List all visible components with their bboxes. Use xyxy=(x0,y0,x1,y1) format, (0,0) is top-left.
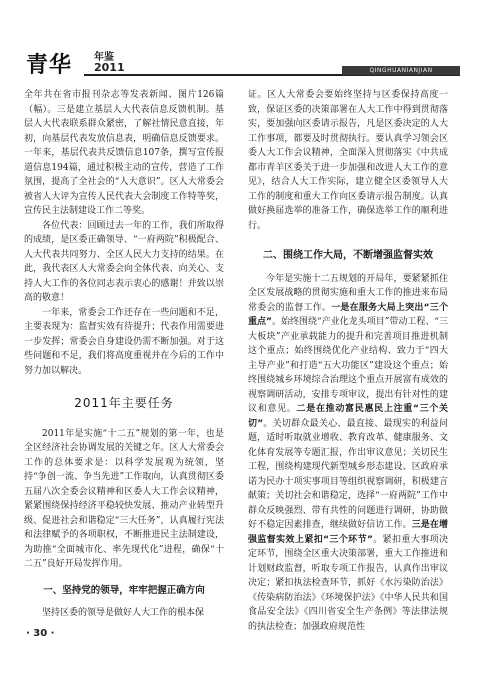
left-column xyxy=(24,88,224,621)
subsection-heading: 二、围绕工作大局，不断增强监督实效 xyxy=(263,250,433,261)
paragraph-text: 今年是实施十二五规划的开局年，要紧紧抓住全区发展战略的贯彻实施和重大工作的推进来布局常委会的监督工作。 xyxy=(248,273,448,313)
paragraph xyxy=(248,272,448,635)
logo-title: 青华 xyxy=(26,52,73,78)
logo-subtitle: 年鉴 xyxy=(94,52,114,63)
page-header xyxy=(26,46,460,78)
paragraph: 2011年是实施“十二五”规划的第一年，也是全区经济社会协调发展的关键之年。区人大常委会工作的总体要求是：以科学发展观为统领，坚持“争创一流、争当先进”工作取向，认真贯彻区委五届八次全委会议精神和区委人大工作会议精神，紧紧围绕保持经济平稳较快发展、推动产业转型升级、促进社会和谐稳定“三大任务”，认真履行宪法和法律赋予的各项职权，不断推进民主法制建设，为助推“全面城市化、率先现代化”进程，确保“十二五”良好开局发挥作用。 xyxy=(24,428,224,569)
right-column xyxy=(248,88,448,634)
logo-year: 2011 xyxy=(94,61,125,74)
bold-point: 三是在增强监督实效上紧扣“三个环节” xyxy=(248,520,448,545)
bold-point: 二是在推动富民惠民上注重“三个关切” xyxy=(248,404,448,429)
paragraph: 一年来，常委会工作还存在一些问题和不足，主要表现为：监督实效有待提升；代表作用需要进一步发挥；常委会自身建设仍需不断加强。对于这些问题和不足，我们将高度重视并在今后的工作中努力加以解决。 xyxy=(24,307,224,376)
paragraph: 各位代表：回顾过去一年的工作，我们所取得的成绩，是区委正确领导、“一府两院”积极配合、人大代表共同努力、全区人民大力支持的结果。在此，我代表区人大常委会向全体代表、向关心、支持人大工作的各位同志表示衷心的感谢！并致以崇高的敬意！ xyxy=(24,220,224,303)
bold-point: 一是在服务大局上突出“三个重点” xyxy=(248,302,448,327)
page-number: · 30 · xyxy=(26,628,55,639)
section-heading: 2011年主要任务 xyxy=(74,396,174,410)
paragraph-text: 。紧扣重大事项决定环节，围绕全区重大决策部署，重大工作推进和计划财政监督，听取专项工作报告，认真作出审议决定；紧扣执法检查环节，抓好《水污染防治法》《传染病防治法》《环境保护法》《中华人民共和国食品安全法》《四川省安全生产条例》等法律法规的执法检查；加强政府规范性 xyxy=(248,534,448,632)
paragraph: 证。区人大常委会要始终坚持与区委保持高度一致，保证区委的决策部署在人大工作中得到贯彻落实，要加强向区委请示报告，凡是区委决定的人大工作事项，都要及时贯彻执行。要认真学习领会区委人大工作会议精神，全面深入贯彻落实《中共成都市青羊区委关于进一步加强和改进人大工作的意见》，结合人大工作实际，建立健全区委领导人大工作的制度和重大工作向区委请示报告制度。认真做好换届选举的准备工作，确保选举工作的顺利进行。 xyxy=(248,90,448,231)
subsection-heading: 一、坚持党的领导，牢牢把握正确方向 xyxy=(43,584,205,596)
paragraph: 坚持区委的领导是做好人大工作的根本保 xyxy=(42,608,205,618)
paragraph: 全年共在省市报刊杂志等发表新闻、图片126篇（幅）。三是建立基层人大代表信息反馈机制。基层人大代表联系群众紧密，了解社情民意直接，年初，向基层代表发放信息表，明确信息反馈要求。一年来，基层代表共反馈信息107条，撰写宣传报道信息194篇，通过积极主动的宣传，营造了工作氛围，提高了全社会的“人大意识”。区人大常委会被省人大评为宣传人民代表大会制度工作特等奖，宣传民主法制建设工作二等奖。 xyxy=(24,90,224,216)
header-band: QINGHUANIANJIAN xyxy=(342,66,460,75)
paragraph-text: 。始终围绕“产业化龙头项目”带动工程、“三大板块”产业承载能力的提升和完善项目推进机制这个重点；始终围绕优化产业结构、致力于“四大主导产业”和打造“五大功能区”建设这个重点；始终围绕城乡环境综合治理这个重点开展富有成效的视察调研活动，安排专项审议，提出有针对性的建议和意见。 xyxy=(248,317,448,414)
paragraph-text: 。关切群众最关心、最直接、最现实的利益问题，适时听取就业增收、教育改革、健康服务、文化体育发展等专题汇报，作出审议意见；关切民生工程，围绕构建现代新型城乡形态建设、区政府承诺为民办十项实事项目等组织视察调研，积极建言献策；关切社会和谐稳定，选择“一府两院”工作中群众反映强烈、带有共性的问题进行调研，协助做好不稳定因素排查，继续做好信访工作。 xyxy=(248,418,448,530)
